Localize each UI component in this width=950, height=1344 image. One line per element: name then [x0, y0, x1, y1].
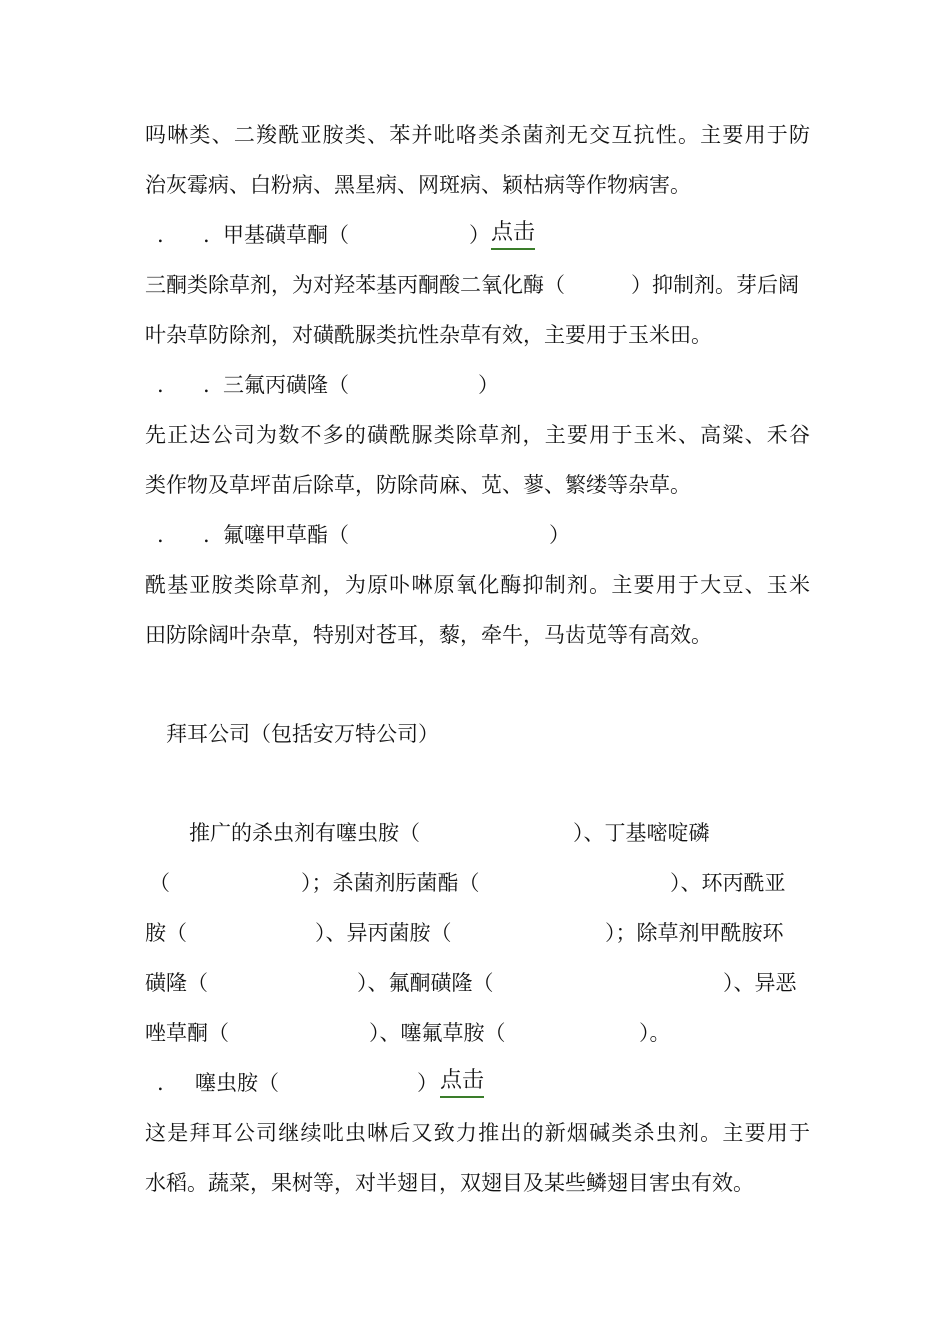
text-segment: ）、异丙菌胺（ [315, 921, 452, 945]
text-segment: （ [149, 871, 170, 895]
text-segment: ）、氟酮磺隆（ [357, 971, 494, 995]
paragraph-line: 水稻。蔬菜，果树等，对半翅目，双翅目及某些鳞翅目害虫有效。 [145, 1171, 754, 1195]
heading-dot: . [157, 373, 164, 397]
text-segment: ）、噻氟草胺（ [369, 1021, 506, 1045]
paragraph-line: 吗啉类、二羧酰亚胺类、苯并吡咯类杀菌剂无交互抗性。主要用于防 [145, 123, 810, 147]
heading-dot: . [203, 373, 210, 397]
text-segment: ）、丁基嘧啶磷 [573, 821, 710, 845]
text-segment: 推广的杀虫剂有噻虫胺（ [189, 821, 420, 845]
heading-close-paren: ） [417, 1071, 438, 1095]
text-segment: ）。 [639, 1021, 671, 1045]
text-segment: ）抑制剂。芽后阔 [631, 273, 799, 297]
heading-dot: . [203, 223, 210, 247]
paragraph-line [145, 270, 810, 300]
heading-dot: . [157, 523, 164, 547]
paragraph-line: 类作物及草坪苗后除草，防除苘麻、苋、蓼、繁缕等杂草。 [145, 473, 691, 497]
paragraph-line: 治灰霉病、白粉病、黑星病、网斑病、颖枯病等作物病害。 [145, 173, 691, 197]
text-segment: 唑草酮（ [145, 1021, 229, 1045]
paragraph-line: 叶杂草防除剂，对磺酰脲类抗性杂草有效，主要用于玉米田。 [145, 323, 712, 347]
text-segment: 胺（ [145, 921, 187, 945]
heading-name: 氟噻甲草酯（ [223, 523, 349, 547]
heading-close-paren: ） [478, 373, 499, 397]
heading-name: 三氟丙磺隆（ [223, 373, 349, 397]
heading-name: 甲基磺草酮（ [223, 223, 349, 247]
heading-dot: . [157, 223, 164, 247]
text-segment: ）；除草剂甲酰胺环 [605, 921, 784, 945]
paragraph-line: 田防除阔叶杂草，特别对苍耳，藜，牵牛，马齿苋等有高效。 [145, 623, 712, 647]
text-segment: 磺隆（ [145, 971, 208, 995]
text-segment: ）；杀菌剂肟菌酯（ [301, 871, 480, 895]
text-segment: 三酮类除草剂，为对羟苯基丙酮酸二氧化酶（ [145, 273, 565, 297]
heading-dot: . [157, 1071, 164, 1095]
paragraph-line: 酰基亚胺类除草剂，为原卟啉原氧化酶抑制剂。主要用于大豆、玉米 [145, 573, 810, 597]
click-link[interactable]: 点击 [491, 218, 535, 250]
heading-close-paren: ） [549, 523, 570, 547]
click-link[interactable]: 点击 [440, 1066, 484, 1098]
text-segment: ）、环丙酰亚 [670, 871, 786, 895]
text-segment: ）、异恶 [723, 971, 797, 995]
heading-dot: . [203, 523, 210, 547]
paragraph-line: 这是拜耳公司继续吡虫啉后又致力推出的新烟碱类杀虫剂。主要用于 [145, 1121, 810, 1145]
heading-close-paren: ） [469, 223, 490, 247]
paragraph-line: 先正达公司为数不多的磺酰脲类除草剂，主要用于玉米、高粱、禾谷 [145, 423, 810, 447]
heading-name: 噻虫胺（ [195, 1071, 279, 1095]
section-title: 拜耳公司（包括安万特公司） [166, 722, 439, 746]
